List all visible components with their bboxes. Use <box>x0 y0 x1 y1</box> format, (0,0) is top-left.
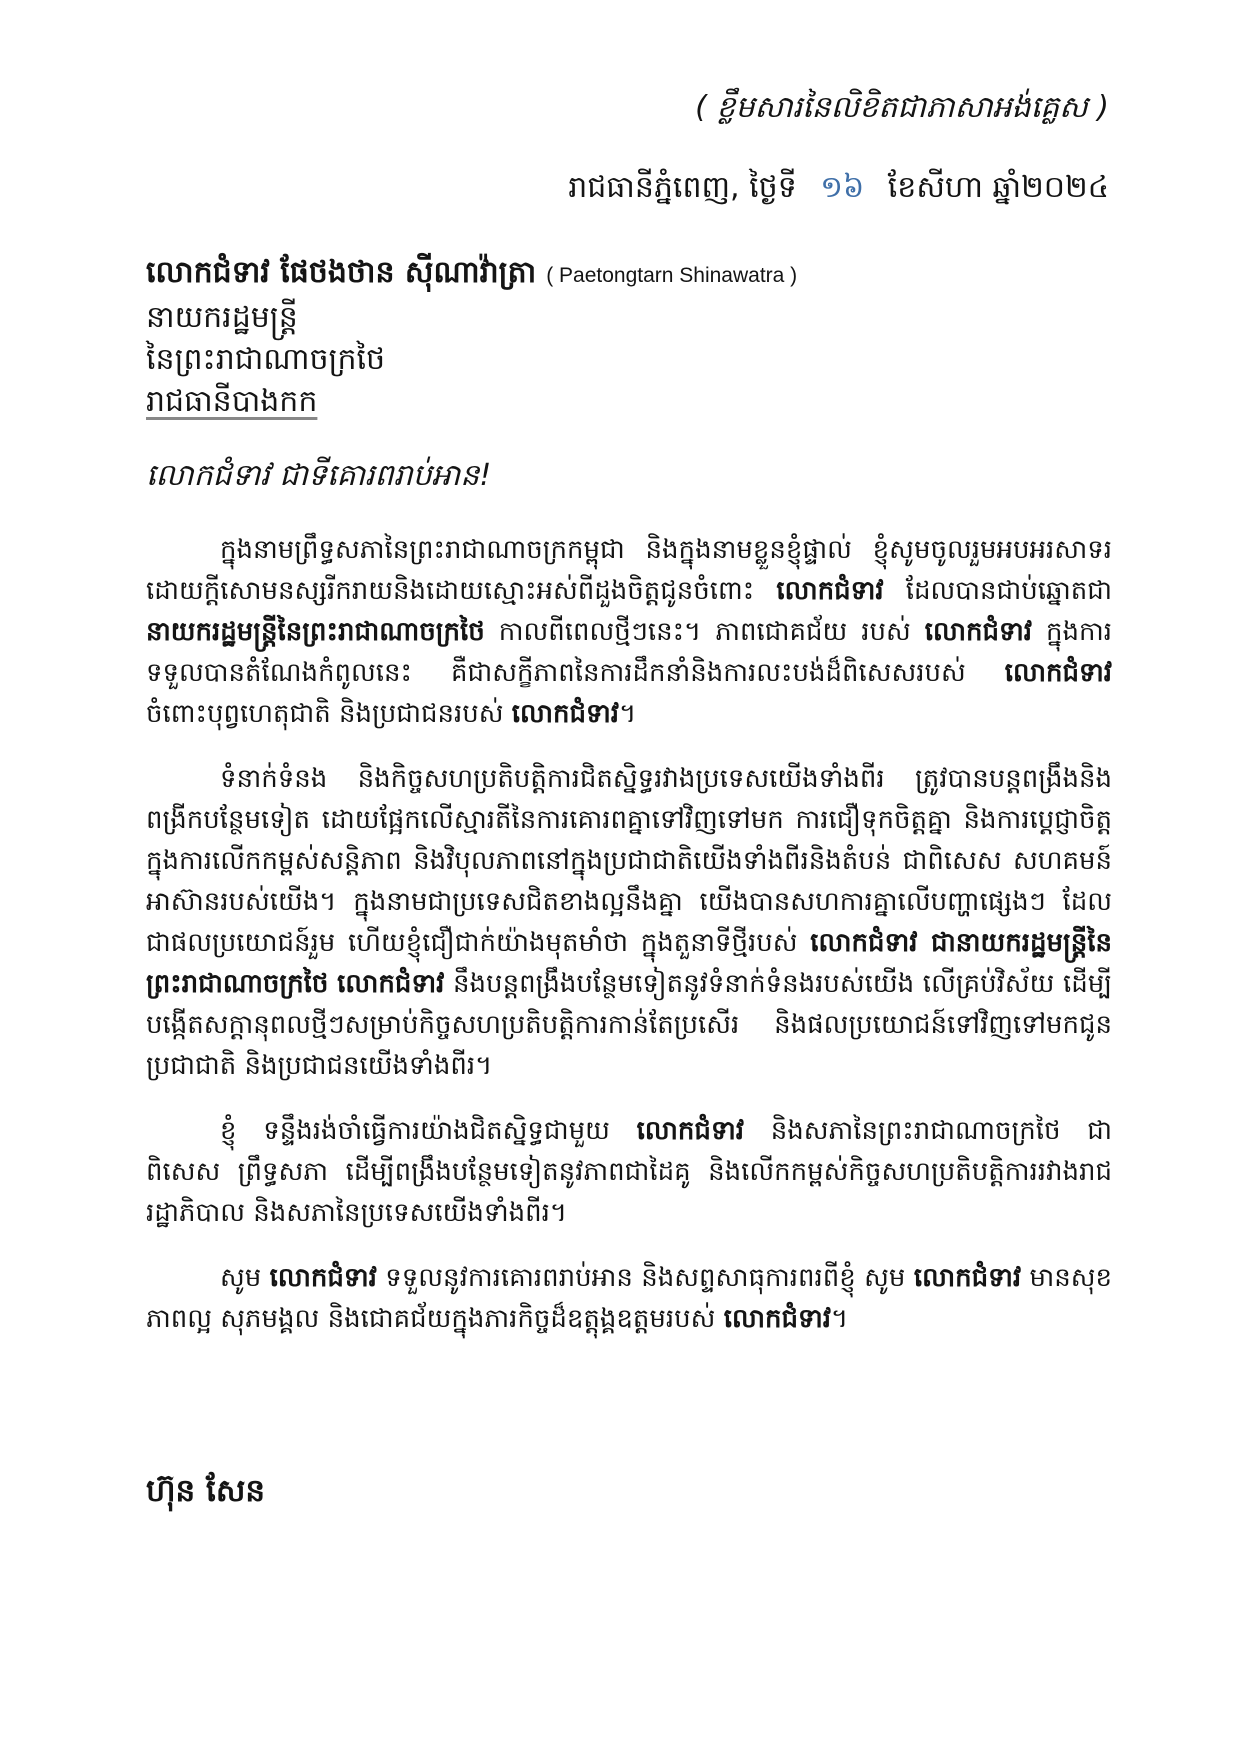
date-line <box>568 168 1109 212</box>
bold-text-run: លោកជំទាវ <box>776 576 884 606</box>
text-run: ទទួលនូវការគោរពរាប់អាន និងសព្ទសាធុការពរពីខ្ញុំ សូម <box>376 1263 914 1293</box>
text-run: ។ <box>830 1304 849 1334</box>
addressee-position: នាយករដ្ឋមន្ត្រី <box>146 300 298 335</box>
text-run: ក្នុងការទទួលបានតំណែងកំពូលនេះ គឺជាសក្ខីភាពនៃការដឹកនាំនិងការលះបង់ដ៏ពិសេសរបស់ <box>146 617 1113 688</box>
bold-text-run: លោកជំទាវ <box>636 1116 744 1146</box>
paragraph-3 <box>146 1111 1112 1234</box>
addressee-name-line <box>146 252 1106 297</box>
text-run: មានសុខភាពល្អ សុភមង្គល និងជោគជ័យក្នុងភារកិច្ចដ៏ឧត្តុង្គឧត្តមរបស់ <box>146 1263 1112 1334</box>
text-run: ចំពោះបុព្វហេតុជាតិ និងប្រជាជនរបស់ <box>146 699 512 729</box>
text-run: នឹងបន្តពង្រឹងបន្ថែមទៀតនូវទំនាក់ទំនងរបស់យើង លើគ្រប់វិស័យ ដើម្បីបង្កើតសក្តានុពលថ្មីៗសម្រាប់កិច្ចសហប្រតិបត្តិការកាន់តែប្រសើរ និងផលប្រយោជន៍ទៅវិញទៅមកជូនប្រជាជាតិ និងប្រជាជនយើងទាំងពីរ។ <box>146 969 1113 1081</box>
bold-text-run: លោកជំទាវ <box>337 969 445 999</box>
text-run: ទំនាក់ទំនង និងកិច្ចសហប្រតិបត្តិការជិតស្និទ្ធរវាងប្រទេសយើងទាំងពីរ ត្រូវបានបន្ដពង្រឹងនិងពង្រីកបន្ថែមទៀត ដោយផ្អែកលើស្មារតីនៃការគោរពគ្នាទៅវិញទៅមក ការជឿទុកចិត្តគ្នា និងការប្ដេជ្ញាចិត្តក្នុងការលើកកម្ពស់សន្តិភាព និងវិបុលភាពនៅក្នុងប្រជាជាតិយើងទាំងពីរនិងតំបន់ ជាពិសេស សហគមន៍អាស៊ានរបស់យើង។ ក្នុងនាមជាប្រទេសជិតខាងល្អនឹងគ្នា យើងបានសហការគ្នាលើបញ្ហាផ្សេងៗ ដែលជាផលប្រយោជន៍រួម ហើយខ្ញុំជឿជាក់យ៉ាងមុតមាំថា ក្នុងតួនាទីថ្មីរបស់ <box>146 764 1112 958</box>
text-run: ក្នុងនាមព្រឹទ្ធសភានៃព្រះរាជាណាចក្រកម្ពុជា និងក្នុងនាមខ្លួនខ្ញុំផ្ទាល់ ខ្ញុំសូមចូលរួមអបអរសាទរ ដោយក្ដីសោមនស្សរីករាយនិងដោយស្មោះអស់ពីដួងចិត្តជូនចំពោះ <box>146 535 1112 606</box>
paragraph-2 <box>146 759 1112 1087</box>
addressee-kingdom: នៃព្រះរាជាណាចក្រថៃ <box>146 342 386 377</box>
text-run: ដែលបានជាប់ឆ្នោតជា <box>883 576 1112 606</box>
letter-body <box>146 530 1112 1364</box>
bold-text-run: នាយករដ្ឋមន្ត្រីនៃព្រះរាជាណាចក្រថៃ <box>146 617 485 647</box>
bold-text-run: លោកជំទាវ <box>723 1304 831 1334</box>
salutation: លោកជំទាវ ជាទីគោរពរាប់អាន! <box>146 458 492 493</box>
addressee-name-latin: ( Paetongtarn Shinawatra ) <box>546 264 798 287</box>
bold-text-run: លោកជំទាវ <box>269 1263 377 1293</box>
bold-text-run: លោកជំទាវ ជានាយករដ្ឋមន្ត្រីនៃព្រះរាជាណាចក្រថៃ <box>146 928 1112 999</box>
paragraph-4 <box>146 1258 1112 1340</box>
addressee-name: លោកជំទាវ ផែថងថាន ស៊ីណាវ៉ាត្រា <box>146 255 537 290</box>
addressee-block <box>146 252 1106 423</box>
bold-text-run: លោកជំទាវ <box>913 1263 1022 1293</box>
date-month-year: ខែសីហា ឆ្នាំ២០២៤ <box>887 170 1109 205</box>
text-run <box>328 969 337 999</box>
bold-text-run: លោកជំទាវ <box>924 617 1032 647</box>
text-run: ។ <box>619 699 637 729</box>
bold-text-run: លោកជំទាវ <box>511 699 620 729</box>
translation-note: ( ខ្លឹមសារនៃលិខិតជាភាសាអង់គ្លេស ) <box>695 90 1109 125</box>
paragraph-1 <box>146 530 1112 735</box>
date-place: រាជធានីភ្នំពេញ, ថ្ងៃទី <box>568 170 797 205</box>
date-day: ១៦ <box>820 170 865 205</box>
text-run: សូម <box>220 1263 270 1293</box>
text-run: កាលពីពេលថ្មីៗនេះ។ ភាពជោគជ័យ របស់ <box>484 617 925 647</box>
signature-name: ហ៊ុន សែន <box>146 1473 266 1509</box>
addressee-city: រាជធានីបាងកក <box>146 384 318 419</box>
text-run: និងសភានៃព្រះរាជាណាចក្រថៃ ជាពិសេស ព្រឹទ្ធសភា ដើម្បីពង្រឹងបន្ថែមទៀតនូវភាពជាដៃគូ និងលើកកម្ពស់កិច្ចសហប្រតិបត្តិការរវាងរាជរដ្ឋាភិបាល និងសភានៃប្រទេសយើងទាំងពីរ។ <box>146 1116 1112 1228</box>
bold-text-run: លោកជំទាវ <box>1004 658 1112 688</box>
text-run: ខ្ញុំ ទន្ទឹងរង់ចាំធ្វើការយ៉ាងជិតស្និទ្ធជាមួយ <box>220 1116 637 1146</box>
